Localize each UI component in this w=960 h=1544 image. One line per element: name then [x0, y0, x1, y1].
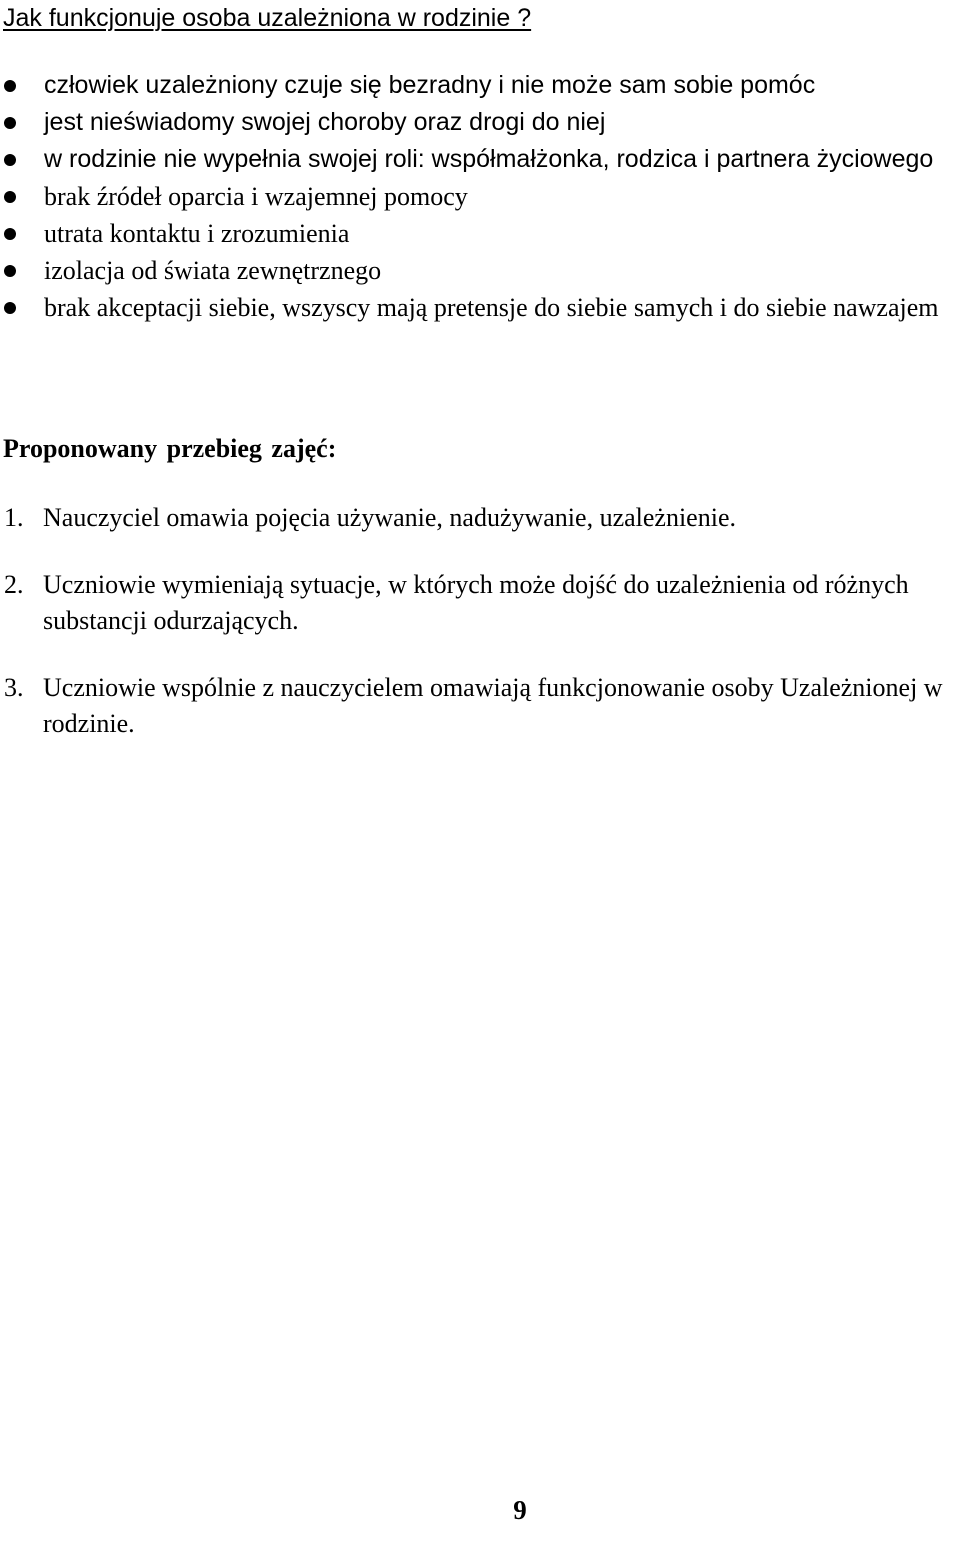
step-number: 3.: [4, 673, 24, 702]
list-item-text: brak źródeł oparcia i wzajemnej pomocy: [44, 182, 468, 211]
bullet-icon: [4, 80, 16, 92]
step-item: [0, 500, 960, 536]
bullet-icon: [4, 228, 16, 240]
bullet-icon: [4, 117, 16, 129]
list-item-text: w rodzinie nie wypełnia swojej roli: współmałżonka, rodzica i partnera życiowego: [44, 145, 934, 173]
list-item-text: jest nieświadomy swojej choroby oraz drogi do niej: [44, 108, 606, 136]
list-item: [0, 67, 960, 104]
list-item: [0, 178, 960, 215]
section-title: Proponowany przebieg zajęć:: [3, 434, 337, 463]
list-item-text: utrata kontaktu i zrozumienia: [44, 219, 350, 248]
list-item-text: izolacja od świata zewnętrznego: [44, 256, 382, 285]
bullet-icon: [4, 154, 16, 166]
step-text: Uczniowie wspólnie z nauczycielem omawiają funkcjonowanie osoby Uzależnionej w rodzinie.: [43, 673, 943, 738]
list-item: [0, 289, 960, 326]
bullet-list: [0, 67, 960, 326]
step-text: Uczniowie wymieniają sytuacje, w których może dojść do uzależnienia od różnych substancji odurzających.: [43, 570, 909, 635]
document-heading: Jak funkcjonuje osoba uzależniona w rodzinie ?: [3, 4, 532, 32]
list-item-text: brak akceptacji siebie, wszyscy mają pretensje do siebie samych i do siebie nawzajem: [44, 293, 939, 322]
bullet-icon: [4, 265, 16, 277]
list-item: [0, 252, 960, 289]
step-item: [0, 567, 960, 639]
list-item: [0, 215, 960, 252]
step-item: [0, 670, 960, 742]
list-item: [0, 104, 960, 141]
list-item: [0, 141, 960, 178]
bullet-icon: [4, 191, 16, 203]
step-number: 2.: [4, 570, 24, 599]
steps-list: [0, 500, 960, 773]
page-number: 9: [513, 1495, 527, 1525]
bullet-icon: [4, 302, 16, 314]
step-number: 1.: [4, 503, 24, 532]
list-item-text: człowiek uzależniony czuje się bezradny i nie może sam sobie pomóc: [44, 71, 816, 99]
step-text: Nauczyciel omawia pojęcia używanie, nadużywanie, uzależnienie.: [43, 503, 736, 532]
